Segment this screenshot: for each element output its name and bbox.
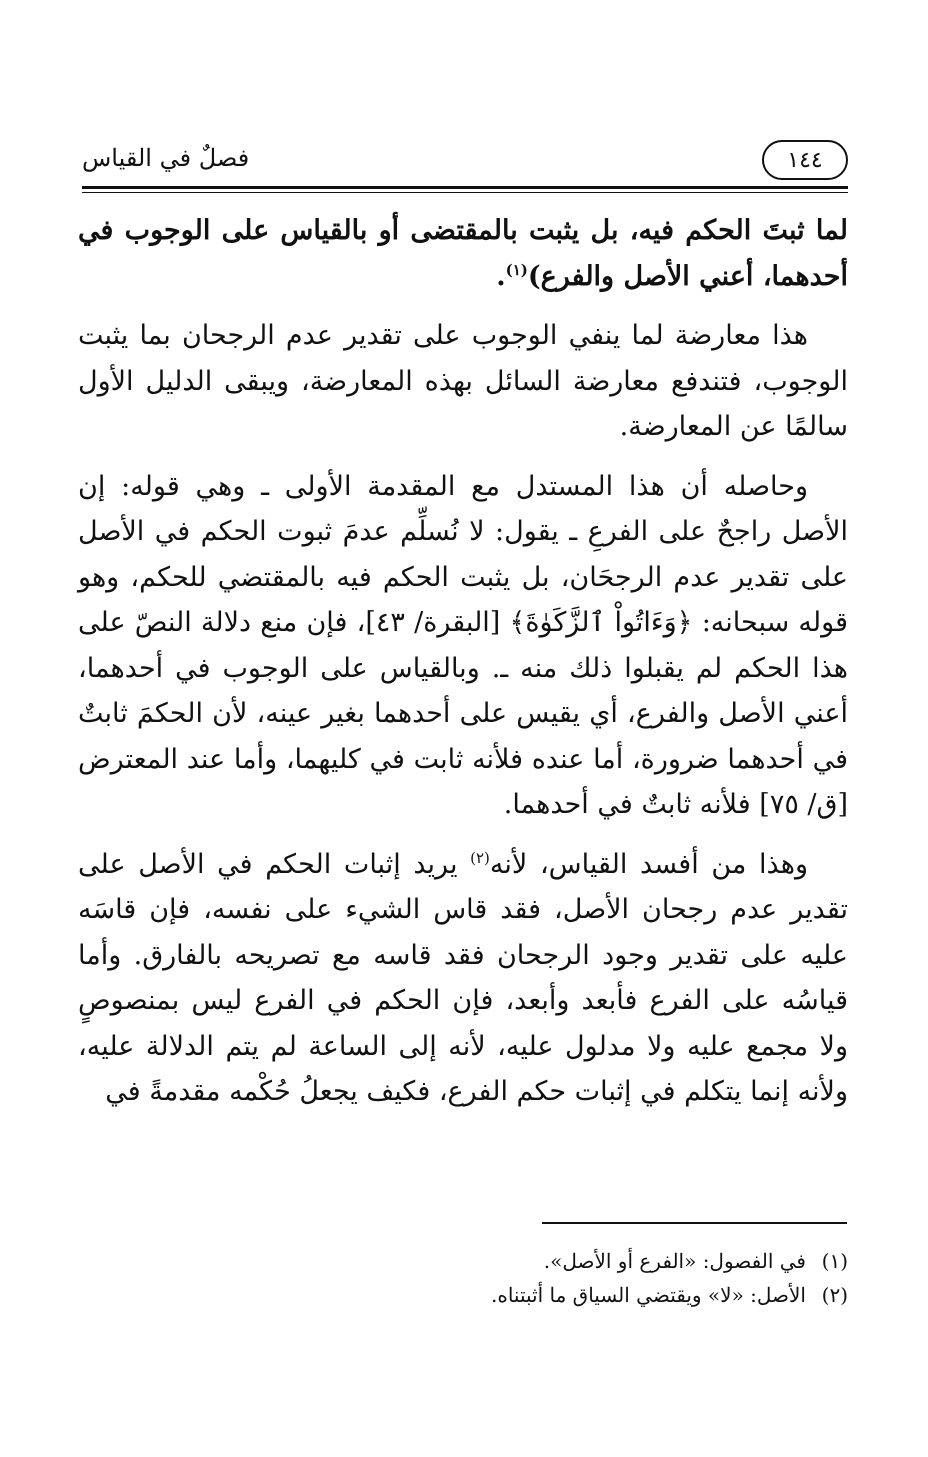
page-header (82, 140, 848, 188)
main-text (78, 208, 848, 1129)
paragraph-quote (78, 208, 848, 299)
footnote-text: في الفصول: «الفرع أو الأصل». (543, 1249, 806, 1273)
footnote-text: الأصل: «لا» ويقتضي السياق ما أثبتناه. (491, 1283, 806, 1307)
footnotes (78, 1244, 848, 1312)
footnote-ref-1[interactable]: (١) (505, 260, 528, 279)
footnote-number: (٢) (821, 1283, 848, 1307)
footnote-separator (542, 1222, 847, 1224)
paragraph-4-rest: يريد إثبات الحكم في الأصل على تقدير عدم رجحان الأصل، فقد قاس الشيء على نفسه، فإن قاسَه عليه على تقدير وجود الرجحان فقد قاسه مع تصريحه بالفارق. وأما قياسُه على الفرع فأبعد وأبعد، فإن الحكم في الفرع ليس بمنصوصٍ ولا مجمع عليه ولا مدلول عليه، لأنه إلى الساعة لم يتم الدلالة عليه، ولأنه إنما يتكلم في إثبات حكم الفرع، فكيف يجعلُ حُكْمه مقدمةً في (78, 848, 848, 1107)
running-title: فصلٌ في القياس (82, 144, 250, 172)
paragraph-4 (78, 842, 848, 1115)
footnote-item (78, 1244, 848, 1278)
paragraph-2: هذا معارضة لما ينفي الوجوب على تقدير عدم الرجحان بما يثبت الوجوب، فتندفع معارضة السائل بهذه المعارضة، ويبقى الدليل الأول سالمًا عن المعارضة. (78, 320, 848, 442)
paragraph-4-start: وهذا من أفسد القياس، لأنه (489, 848, 808, 880)
header-rule-thick (82, 186, 848, 189)
page-number: ١٤٤ (762, 140, 848, 180)
header-rule-thin (82, 192, 848, 193)
paragraph-3: وحاصله أن هذا المستدل مع المقدمة الأولى ـ وهي قوله: إن الأصل راجحٌ على الفرعِ ـ يقول: لا نُسلِّم عدمَ ثبوت الحكم في الأصل على تقدير عدم الرجحَان، بل يثبت الحكم فيه بالمقتضي للحكم، وهو قوله سبحانه: ﴿وَءَاتُواْ ٱلزَّكَوٰةَ﴾ [البقرة/ ٤٣]، فإن منع دلالة النصّ على هذا الحكم لم يقبلوا ذلك منه ـ. وبالقياس على الوجوب في أحدهما، أعني الأصل والفرع، أي يقيس على أحدهما بغير عينه، لأن الحكمَ ثابتٌ في أحدهما ضرورة، أما عنده فلأنه ثابت في كليهما، وأما عند المعترض [ق/ ٧٥] فلأنه ثابتٌ في أحدهما. (78, 470, 848, 820)
footnote-number: (١) (821, 1249, 848, 1273)
paragraph-quote-text: لما ثبتَ الحكم فيه، بل يثبت بالمقتضى أو بالقياس على الوجوب في أحدهما، أعني الأصل والفرع) (78, 215, 848, 292)
footnote-item (78, 1278, 848, 1312)
paragraph-quote-end: . (496, 260, 506, 292)
footnote-ref-2[interactable]: (٢) (470, 848, 490, 867)
